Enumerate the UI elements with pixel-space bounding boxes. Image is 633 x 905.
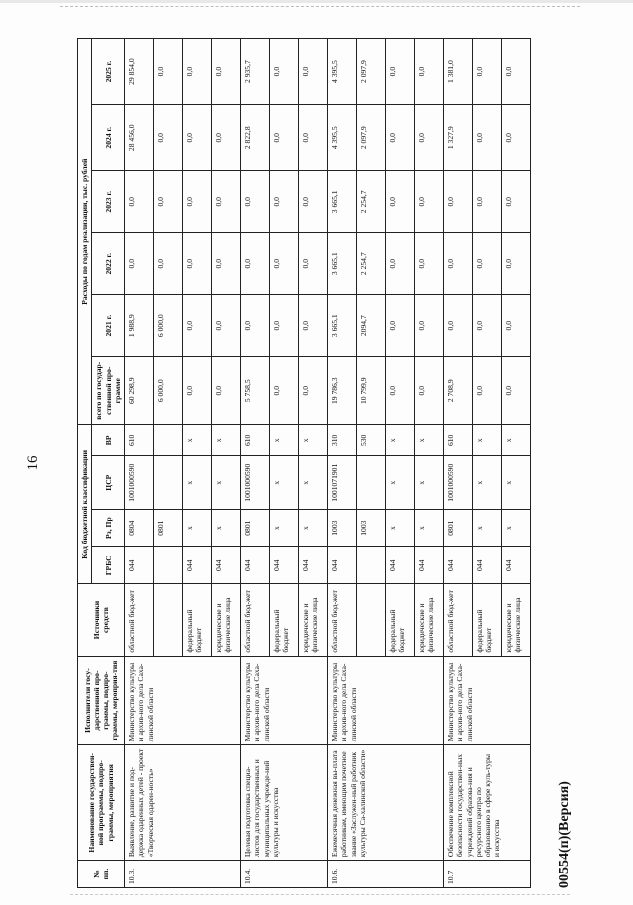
- amount-year: 0,0: [269, 171, 298, 233]
- amount-year: 0,0: [269, 233, 298, 295]
- code-csr: 1001000590: [240, 456, 269, 510]
- code-rz-pr: 1003: [356, 510, 385, 547]
- amount-year: 0,0: [414, 295, 443, 357]
- funding-source: юридические и физические лица: [414, 584, 443, 656]
- code-csr: [153, 456, 182, 510]
- amount-year: 0,0: [211, 39, 240, 105]
- amount-total: 0,0: [385, 357, 414, 425]
- code-rz-pr: 0801: [443, 510, 472, 547]
- amount-year: 0,0: [298, 39, 327, 105]
- executor: Министерство культуры и архив-ного дела Саха-линской области: [240, 656, 327, 745]
- document-footer: 00554(п)(Версия): [556, 781, 572, 888]
- amount-year: 4 395,5: [327, 39, 356, 105]
- header-source: Источники средств: [77, 584, 124, 656]
- amount-year: 0,0: [298, 295, 327, 357]
- amount-year: 29 854,0: [124, 39, 153, 105]
- amount-year: 0,0: [153, 233, 182, 295]
- amount-year: 0,0: [501, 39, 530, 105]
- measure-name: Ежемесячная денежная вы-плата работникам, имеющим почетное звание «Заслужен-ный работник культуры Са-халинской области»: [327, 745, 443, 861]
- executor: Министерство культуры и архив-ного дела Саха-линской области: [327, 656, 443, 745]
- code-vr: 310: [327, 425, 356, 456]
- amount-year: 0,0: [385, 39, 414, 105]
- amount-total: 0,0: [269, 357, 298, 425]
- amount-total: 60 298,9: [124, 357, 153, 425]
- amount-year: 0,0: [501, 295, 530, 357]
- code-rz-pr: х: [182, 510, 211, 547]
- code-vr: х: [182, 425, 211, 456]
- amount-year: 0,0: [124, 171, 153, 233]
- amount-year: 2 254,7: [356, 171, 385, 233]
- code-vr: 610: [443, 425, 472, 456]
- executor: Министерство культуры и архив-ного дела Саха-линской области: [443, 656, 530, 745]
- code-grbs: 044: [240, 547, 269, 584]
- code-grbs: 044: [501, 547, 530, 584]
- amount-year: 0,0: [269, 295, 298, 357]
- amount-year: 0,0: [472, 171, 501, 233]
- amount-total: 2 708,9: [443, 357, 472, 425]
- code-rz-pr: х: [501, 510, 530, 547]
- header-name: Наименование государствен-ной программы, подпро-граммы, мероприятия: [77, 745, 124, 861]
- funding-source: федеральный бюджет: [269, 584, 298, 656]
- funding-source: областной бюд-жет: [327, 584, 356, 656]
- measure-name: Выявление, развитие и под-держка одаренных детей - проект «Творческая одарен-ность»: [124, 745, 240, 861]
- table-body: [124, 39, 530, 888]
- amount-year: 0,0: [501, 171, 530, 233]
- amount-year: 0,0: [240, 233, 269, 295]
- code-grbs: 044: [472, 547, 501, 584]
- code-vr: х: [298, 425, 327, 456]
- amount-year: 1 381,0: [443, 39, 472, 105]
- code-rz-pr: 0801: [153, 510, 182, 547]
- header-year: 2025 г.: [91, 39, 124, 105]
- executor: Министерство культуры и архив-ного дела Саха-линской области: [124, 656, 240, 745]
- amount-year: 0,0: [472, 39, 501, 105]
- code-vr: х: [385, 425, 414, 456]
- amount-year: 0,0: [153, 105, 182, 171]
- amount-year: 0,0: [269, 105, 298, 171]
- amount-year: 0,0: [211, 105, 240, 171]
- header-spending: Расходы по годам реализации, тыс. рублей: [77, 39, 91, 425]
- measure-name: Целевая подготовка специа-листов для государственных и муниципальных учрежде-ний культуры и искусства: [240, 745, 327, 861]
- amount-year: 0,0: [414, 233, 443, 295]
- header-year: 2022 г.: [91, 233, 124, 295]
- code-grbs: [356, 547, 385, 584]
- row-number: 10.6.: [327, 861, 443, 888]
- code-grbs: 044: [298, 547, 327, 584]
- amount-year: 2 935,7: [240, 39, 269, 105]
- amount-year: 1 988,9: [124, 295, 153, 357]
- amount-year: 0,0: [240, 295, 269, 357]
- row-number: 10.3.: [124, 861, 240, 888]
- amount-year: 0,0: [414, 171, 443, 233]
- amount-year: 2 097,9: [356, 39, 385, 105]
- amount-year: 0,0: [240, 171, 269, 233]
- amount-total: 0,0: [182, 357, 211, 425]
- code-vr: х: [414, 425, 443, 456]
- amount-year: 0,0: [153, 171, 182, 233]
- amount-year: 0,0: [211, 295, 240, 357]
- code-csr: 1001000590: [443, 456, 472, 510]
- amount-year: 0,0: [472, 105, 501, 171]
- header-vr: ВР: [91, 425, 124, 456]
- funding-source: областной бюд-жет: [240, 584, 269, 656]
- header-rz-pr: Рз, Пр: [91, 510, 124, 547]
- amount-year: 0,0: [298, 171, 327, 233]
- amount-year: 0,0: [182, 105, 211, 171]
- funding-source: юридические и физические лица: [298, 584, 327, 656]
- code-csr: х: [269, 456, 298, 510]
- funding-source: областной бюд-жет: [124, 584, 153, 656]
- header-year: 2024 г.: [91, 105, 124, 171]
- amount-year: 0,0: [443, 233, 472, 295]
- amount-year: 4 395,5: [327, 105, 356, 171]
- code-csr: х: [472, 456, 501, 510]
- amount-year: 0,0: [385, 171, 414, 233]
- code-csr: 1001000590: [124, 456, 153, 510]
- amount-year: 28 456,0: [124, 105, 153, 171]
- header-total: всего по государ-ственной про-грамме: [91, 357, 124, 425]
- header-year: 2023 г.: [91, 171, 124, 233]
- amount-year: 0,0: [443, 171, 472, 233]
- amount-year: 0,0: [472, 295, 501, 357]
- funding-source: юридические и физические лица: [501, 584, 530, 656]
- rotated-content: [24, 38, 597, 888]
- code-csr: х: [501, 456, 530, 510]
- code-csr: х: [211, 456, 240, 510]
- amount-year: 0,0: [385, 105, 414, 171]
- funding-source: [153, 584, 182, 656]
- amount-year: 0,0: [269, 39, 298, 105]
- funding-source: [356, 584, 385, 656]
- code-grbs: 044: [385, 547, 414, 584]
- amount-total: 0,0: [472, 357, 501, 425]
- amount-year: 1 327,9: [443, 105, 472, 171]
- page-number: 16: [24, 455, 41, 471]
- code-csr: 1001071901: [327, 456, 356, 510]
- budget-table: [77, 38, 531, 888]
- amount-year: 0,0: [298, 233, 327, 295]
- amount-total: 0,0: [414, 357, 443, 425]
- amount-total: 19 786,3: [327, 357, 356, 425]
- code-csr: [356, 456, 385, 510]
- amount-year: 0,0: [501, 233, 530, 295]
- row-number: 10.4.: [240, 861, 327, 888]
- code-grbs: 044: [443, 547, 472, 584]
- amount-year: 0,0: [182, 233, 211, 295]
- amount-year: 0,0: [414, 105, 443, 171]
- table-row: [240, 39, 269, 888]
- amount-total: 0,0: [501, 357, 530, 425]
- amount-year: 0,0: [182, 295, 211, 357]
- header-csr: ЦСР: [91, 456, 124, 510]
- amount-year: 0,0: [153, 39, 182, 105]
- amount-year: 0,0: [298, 105, 327, 171]
- amount-total: 5 758,5: [240, 357, 269, 425]
- code-grbs: 044: [327, 547, 356, 584]
- amount-year: 3 665,1: [327, 171, 356, 233]
- funding-source: федеральный бюджет: [472, 584, 501, 656]
- code-csr: х: [298, 456, 327, 510]
- amount-year: 0,0: [211, 171, 240, 233]
- code-rz-pr: х: [385, 510, 414, 547]
- amount-year: 0,0: [443, 295, 472, 357]
- code-grbs: 044: [269, 547, 298, 584]
- amount-year: 2 822,8: [240, 105, 269, 171]
- header-budget-code: Код бюджетной классификации: [77, 425, 91, 584]
- amount-total: 6 000,0: [153, 357, 182, 425]
- code-grbs: [153, 547, 182, 584]
- amount-total: 0,0: [211, 357, 240, 425]
- header-year: 2021 г.: [91, 295, 124, 357]
- scan-artifact-top: [60, 6, 580, 7]
- amount-year: 2 254,7: [356, 233, 385, 295]
- amount-year: 6 000,0: [153, 295, 182, 357]
- code-vr: х: [501, 425, 530, 456]
- table-row: [443, 39, 472, 888]
- scan-artifact-bottom: [70, 894, 570, 895]
- code-rz-pr: 1003: [327, 510, 356, 547]
- table-row: [124, 39, 153, 888]
- amount-year: 0,0: [182, 39, 211, 105]
- amount-year: 0,0: [472, 233, 501, 295]
- amount-year: 0,0: [182, 171, 211, 233]
- amount-year: 2 097,9: [356, 105, 385, 171]
- amount-year: 0,0: [385, 295, 414, 357]
- amount-total: 10 799,9: [356, 357, 385, 425]
- code-rz-pr: х: [269, 510, 298, 547]
- code-rz-pr: х: [298, 510, 327, 547]
- amount-year: 3 665,1: [327, 295, 356, 357]
- funding-source: федеральный бюджет: [182, 584, 211, 656]
- amount-year: 3 665,1: [327, 233, 356, 295]
- row-number: 10.7: [443, 861, 530, 888]
- table-header: [77, 39, 124, 888]
- code-rz-pr: х: [472, 510, 501, 547]
- code-grbs: 044: [182, 547, 211, 584]
- code-rz-pr: 0801: [240, 510, 269, 547]
- scan-edge: [0, 0, 633, 3]
- code-rz-pr: х: [414, 510, 443, 547]
- code-csr: х: [414, 456, 443, 510]
- amount-year: 0,0: [124, 233, 153, 295]
- measure-name: Обеспечение комплексной безопасности государствен-ных учреждений образова-ния и ресурсного центра по образованию в сфере куль-туры и искусства: [443, 745, 530, 861]
- amount-year: 2094,7: [356, 295, 385, 357]
- code-vr: [153, 425, 182, 456]
- code-grbs: 044: [211, 547, 240, 584]
- table-row: [327, 39, 356, 888]
- header-no: № пп.: [77, 861, 124, 888]
- code-grbs: 044: [414, 547, 443, 584]
- amount-total: 0,0: [298, 357, 327, 425]
- code-vr: х: [269, 425, 298, 456]
- header-executor: Исполнители госу-дарственной про-граммы, подпро-граммы, мероприя-тия: [77, 656, 124, 745]
- amount-year: 0,0: [211, 233, 240, 295]
- amount-year: 0,0: [414, 39, 443, 105]
- code-vr: х: [472, 425, 501, 456]
- amount-year: 0,0: [385, 233, 414, 295]
- funding-source: областной бюд-жет: [443, 584, 472, 656]
- code-csr: х: [385, 456, 414, 510]
- code-rz-pr: 0804: [124, 510, 153, 547]
- funding-source: юридические и физические лица: [211, 584, 240, 656]
- code-vr: 610: [124, 425, 153, 456]
- code-vr: х: [211, 425, 240, 456]
- code-csr: х: [182, 456, 211, 510]
- code-vr: 610: [240, 425, 269, 456]
- header-grbs: ГРБС: [91, 547, 124, 584]
- funding-source: федеральный бюджет: [385, 584, 414, 656]
- code-rz-pr: х: [211, 510, 240, 547]
- amount-year: 0,0: [501, 105, 530, 171]
- code-grbs: 044: [124, 547, 153, 584]
- code-vr: 530: [356, 425, 385, 456]
